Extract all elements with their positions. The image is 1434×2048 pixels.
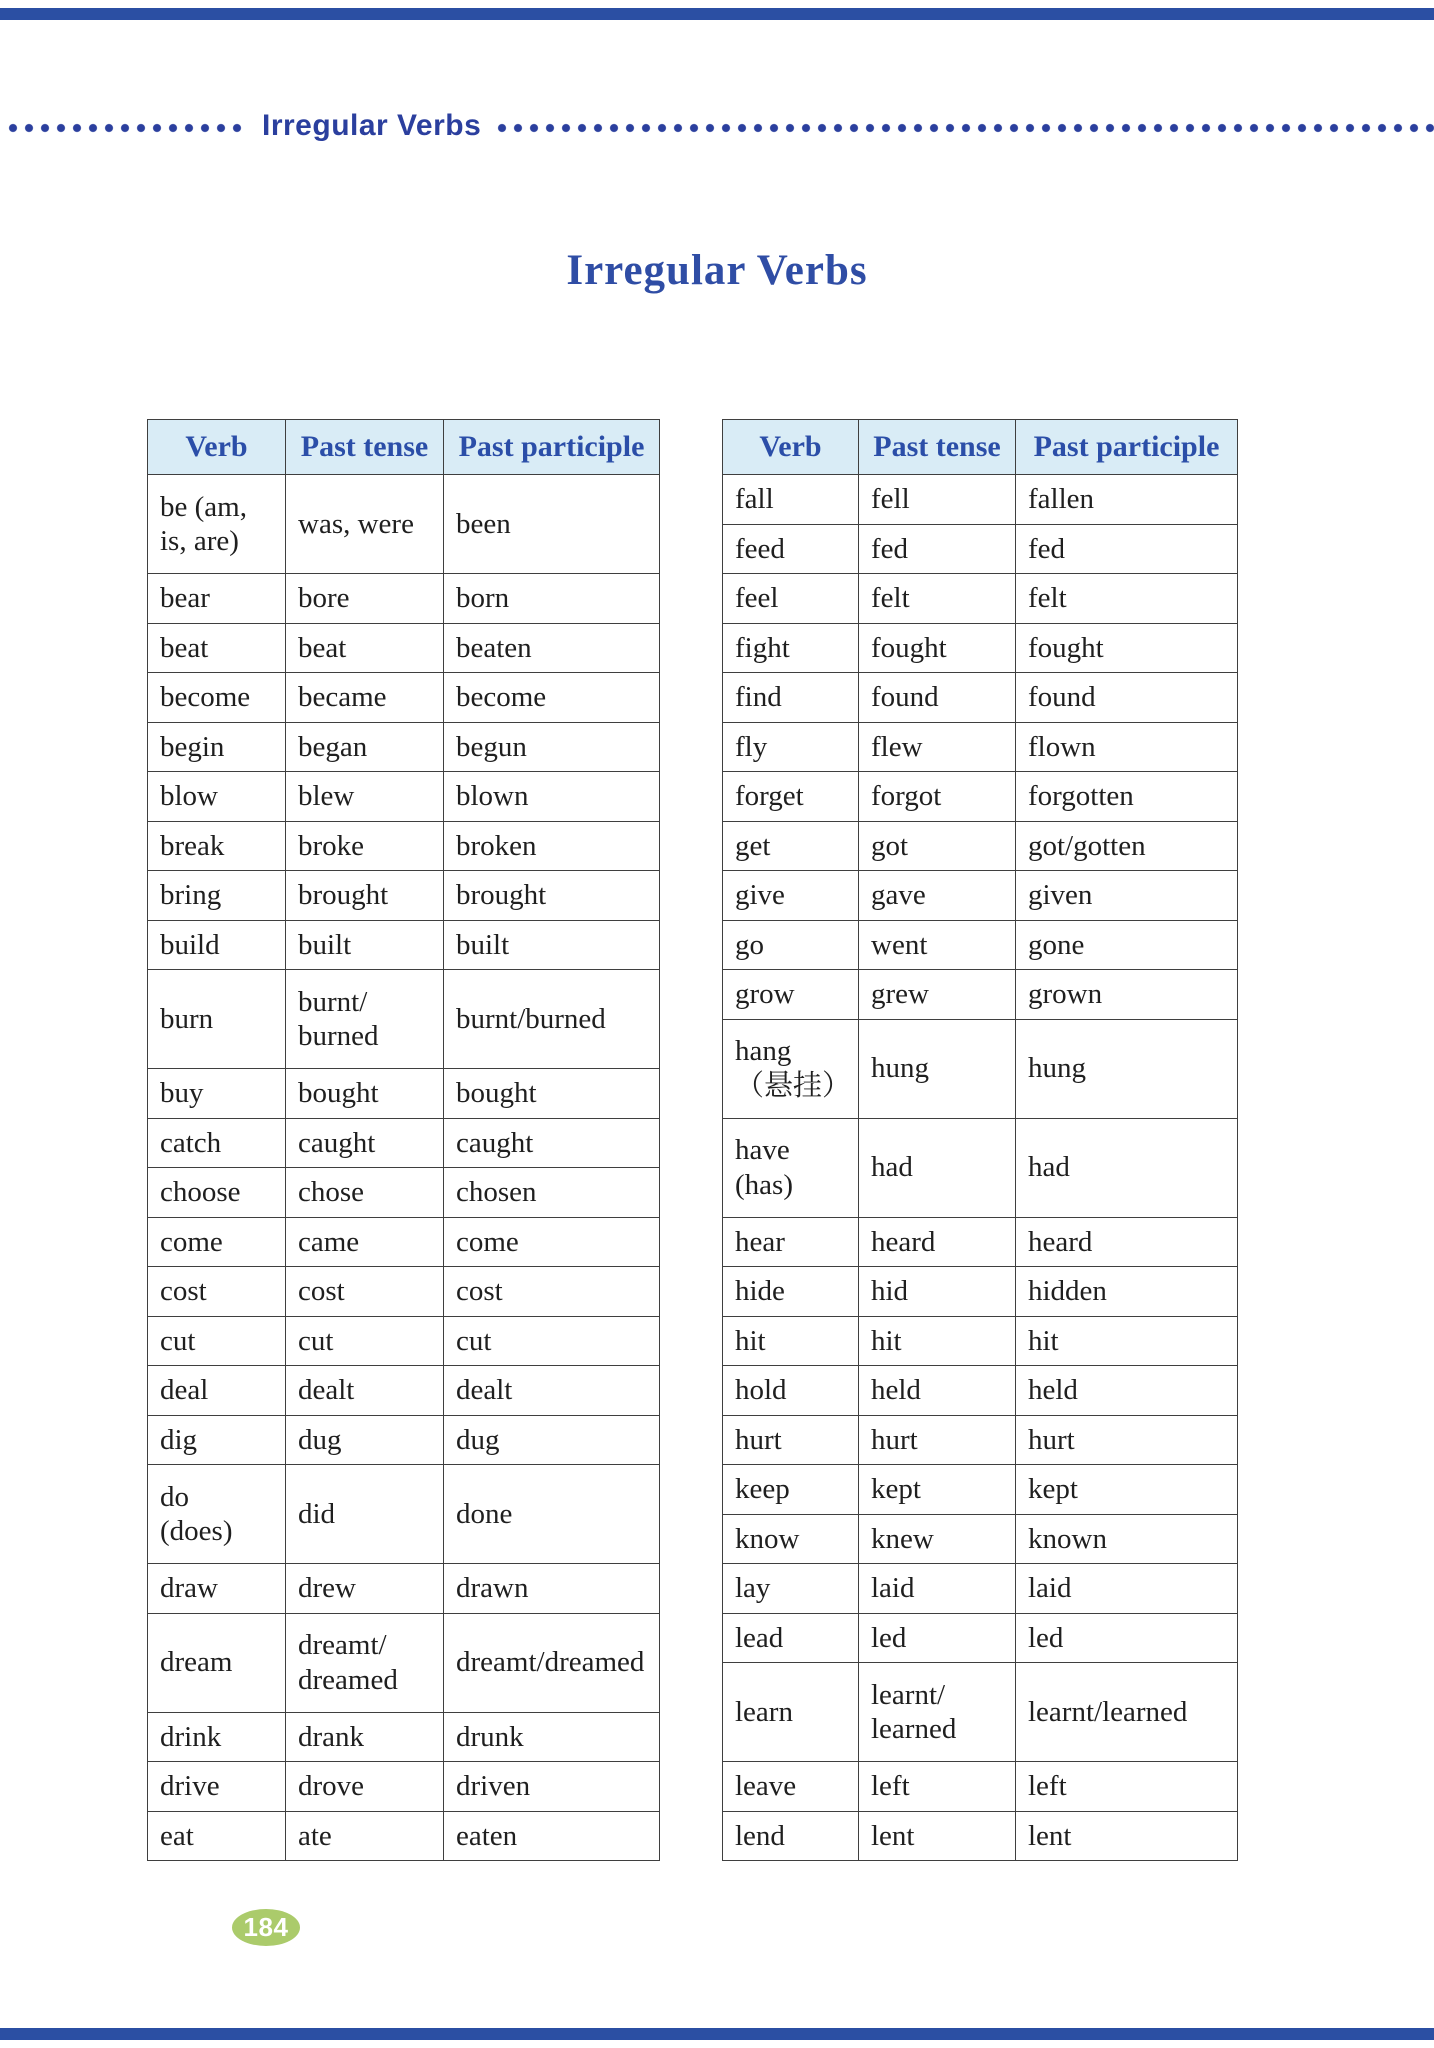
table-cell: cut [148,1316,286,1366]
table-cell: left [859,1762,1016,1812]
table-cell: drink [148,1712,286,1762]
table-cell: find [723,673,859,723]
table-row [723,574,1238,624]
table-cell: felt [1016,574,1238,624]
top-edge-bar [0,8,1434,20]
table-row [723,1316,1238,1366]
table-cell: cost [148,1267,286,1317]
table-cell: buy [148,1069,286,1119]
table-cell: lay [723,1564,859,1614]
table-row [148,1811,660,1861]
column-header-past-tense: Past tense [286,420,444,475]
table-cell: became [286,673,444,723]
running-header-label: Irregular Verbs [262,109,482,142]
table-row [723,475,1238,525]
table-cell: beaten [444,623,660,673]
table-cell: hear [723,1217,859,1267]
table-cell: broken [444,821,660,871]
table-cell: forget [723,772,859,822]
table-row [148,920,660,970]
table-row [723,1366,1238,1416]
table-cell: cut [286,1316,444,1366]
table-cell: drunk [444,1712,660,1762]
table-cell: learn [723,1663,859,1762]
table-cell: drawn [444,1564,660,1614]
table-cell: done [444,1465,660,1564]
table-cell: feed [723,524,859,574]
table-row [723,673,1238,723]
table-cell: laid [859,1564,1016,1614]
table-header-row [723,420,1238,475]
table-cell: caught [286,1118,444,1168]
table-cell: learnt/learned [1016,1663,1238,1762]
table-cell: fallen [1016,475,1238,525]
column-header-verb: Verb [723,420,859,475]
table-cell: be (am, is, are) [148,475,286,574]
column-header-verb: Verb [148,420,286,475]
table-cell: hide [723,1267,859,1317]
irregular-verbs-table-right [722,419,1238,1861]
table-cell: dream [148,1613,286,1712]
table-row [148,1613,660,1712]
table-row [148,1316,660,1366]
table-cell: went [859,920,1016,970]
table-cell: burnt/burned [444,970,660,1069]
table-cell: hurt [723,1415,859,1465]
table-cell: give [723,871,859,921]
running-header [8,109,1434,144]
table-cell: dreamt/dreamed [444,1613,660,1712]
table-cell: laid [1016,1564,1238,1614]
dotted-divider-right [497,122,1434,134]
table-cell: chose [286,1168,444,1218]
table-row [723,1415,1238,1465]
table-cell: got/gotten [1016,821,1238,871]
table-cell: ate [286,1811,444,1861]
table-cell: blew [286,772,444,822]
page-number: 184 [243,1912,289,1942]
table-cell: fed [1016,524,1238,574]
table-cell: drove [286,1762,444,1812]
table-cell: forgot [859,772,1016,822]
table-cell: heard [859,1217,1016,1267]
table-cell: hid [859,1267,1016,1317]
table-row [148,1712,660,1762]
table-cell: had [859,1118,1016,1217]
table-cell: come [148,1217,286,1267]
table-cell: keep [723,1465,859,1515]
bottom-edge-bar [0,2028,1434,2040]
table-row [148,772,660,822]
table-cell: broke [286,821,444,871]
table-cell: drank [286,1712,444,1762]
table-cell: cost [286,1267,444,1317]
table-cell: lent [859,1811,1016,1861]
column-header-past-tense: Past tense [859,420,1016,475]
table-row [723,1811,1238,1861]
table-row [148,1267,660,1317]
table-row [723,1613,1238,1663]
table-cell: fall [723,475,859,525]
table-cell: cost [444,1267,660,1317]
table-cell: lent [1016,1811,1238,1861]
table-row [148,673,660,723]
table-cell: flown [1016,722,1238,772]
irregular-verbs-table-left [147,419,660,1861]
table-cell: kept [859,1465,1016,1515]
table-cell: grow [723,970,859,1020]
table-cell: hit [1016,1316,1238,1366]
table-cell: dug [444,1415,660,1465]
table-cell: fed [859,524,1016,574]
table-cell: begin [148,722,286,772]
table-cell: drive [148,1762,286,1812]
column-header-past-participle: Past participle [1016,420,1238,475]
table-cell: bought [444,1069,660,1119]
table-cell: hold [723,1366,859,1416]
table-cell: hung [1016,1019,1238,1118]
table-row [723,722,1238,772]
table-row [148,574,660,624]
table-cell: held [859,1366,1016,1416]
table-cell: grown [1016,970,1238,1020]
table-row [723,623,1238,673]
table-cell: become [148,673,286,723]
table-cell: led [859,1613,1016,1663]
table-cell: do (does) [148,1465,286,1564]
table-cell: was, were [286,475,444,574]
table-cell: build [148,920,286,970]
table-cell: chosen [444,1168,660,1218]
table-row [148,1069,660,1119]
table-cell: driven [444,1762,660,1812]
table-cell: cut [444,1316,660,1366]
table-row [723,1267,1238,1317]
table-cell: leave [723,1762,859,1812]
table-cell: fought [1016,623,1238,673]
table-cell: began [286,722,444,772]
table-cell: heard [1016,1217,1238,1267]
table-cell: bring [148,871,286,921]
table-cell: been [444,475,660,574]
table-cell: go [723,920,859,970]
table-cell: flew [859,722,1016,772]
table-cell: drew [286,1564,444,1614]
table-cell: eat [148,1811,286,1861]
table-cell: got [859,821,1016,871]
dotted-divider-left [8,122,246,134]
table-cell: deal [148,1366,286,1416]
table-row [148,623,660,673]
table-cell: grew [859,970,1016,1020]
table-row [723,970,1238,1020]
table-cell: kept [1016,1465,1238,1515]
table-row [148,1168,660,1218]
table-cell: have (has) [723,1118,859,1217]
table-cell: beat [148,623,286,673]
table-header-row [148,420,660,475]
table-cell: become [444,673,660,723]
table-cell: forgotten [1016,772,1238,822]
table-cell: lend [723,1811,859,1861]
table-row [148,871,660,921]
table-cell: learnt/ learned [859,1663,1016,1762]
table-row [723,1564,1238,1614]
table-cell: choose [148,1168,286,1218]
table-cell: born [444,574,660,624]
table-cell: hurt [1016,1415,1238,1465]
table-cell: bear [148,574,286,624]
table-cell: fly [723,722,859,772]
table-cell: gave [859,871,1016,921]
table-cell: burnt/ burned [286,970,444,1069]
table-cell: fell [859,475,1016,525]
table-row [723,821,1238,871]
table-cell: bought [286,1069,444,1119]
table-cell: catch [148,1118,286,1168]
table-row [723,1217,1238,1267]
table-cell: brought [286,871,444,921]
table-cell: left [1016,1762,1238,1812]
column-header-past-participle: Past participle [444,420,660,475]
table-cell: built [444,920,660,970]
table-row [723,920,1238,970]
table-row [723,1514,1238,1564]
table-cell: dealt [286,1366,444,1416]
table-row [723,1663,1238,1762]
table-row [723,1465,1238,1515]
table-cell: did [286,1465,444,1564]
table-cell: hidden [1016,1267,1238,1317]
table-cell: fight [723,623,859,673]
table-cell: bore [286,574,444,624]
table-cell: fought [859,623,1016,673]
table-row [723,1019,1238,1118]
table-cell: draw [148,1564,286,1614]
table-cell: hung [859,1019,1016,1118]
table-cell: held [1016,1366,1238,1416]
table-cell: gone [1016,920,1238,970]
table-cell: lead [723,1613,859,1663]
table-cell: come [444,1217,660,1267]
table-cell: built [286,920,444,970]
table-cell: blow [148,772,286,822]
table-row [148,1415,660,1465]
table-cell: begun [444,722,660,772]
table-row [148,1465,660,1564]
table-cell: given [1016,871,1238,921]
table-row [148,1564,660,1614]
table-cell: dreamt/ dreamed [286,1613,444,1712]
table-row [148,821,660,871]
table-cell: caught [444,1118,660,1168]
table-cell: eaten [444,1811,660,1861]
table-cell: had [1016,1118,1238,1217]
table-row [148,475,660,574]
table-cell: know [723,1514,859,1564]
table-row [148,970,660,1069]
table-cell: break [148,821,286,871]
table-cell: dealt [444,1366,660,1416]
table-cell: came [286,1217,444,1267]
table-row [723,772,1238,822]
table-cell: found [1016,673,1238,723]
table-row [723,524,1238,574]
table-row [148,1366,660,1416]
table-row [723,1762,1238,1812]
table-cell: hurt [859,1415,1016,1465]
table-cell: blown [444,772,660,822]
table-row [148,722,660,772]
table-cell: get [723,821,859,871]
table-cell: burn [148,970,286,1069]
table-cell: brought [444,871,660,921]
table-cell: felt [859,574,1016,624]
table-cell: feel [723,574,859,624]
table-cell: found [859,673,1016,723]
table-row [723,1118,1238,1217]
table-row [148,1118,660,1168]
table-cell: hit [723,1316,859,1366]
page-number-badge [232,1909,300,1946]
table-cell: dig [148,1415,286,1465]
table-row [148,1217,660,1267]
table-cell: dug [286,1415,444,1465]
table-row [723,871,1238,921]
table-cell: knew [859,1514,1016,1564]
table-cell: hit [859,1316,1016,1366]
table-cell: beat [286,623,444,673]
table-cell: hang （悬挂） [723,1019,859,1118]
table-cell: known [1016,1514,1238,1564]
page-title: Irregular Verbs [566,247,868,294]
table-cell: led [1016,1613,1238,1663]
table-row [148,1762,660,1812]
